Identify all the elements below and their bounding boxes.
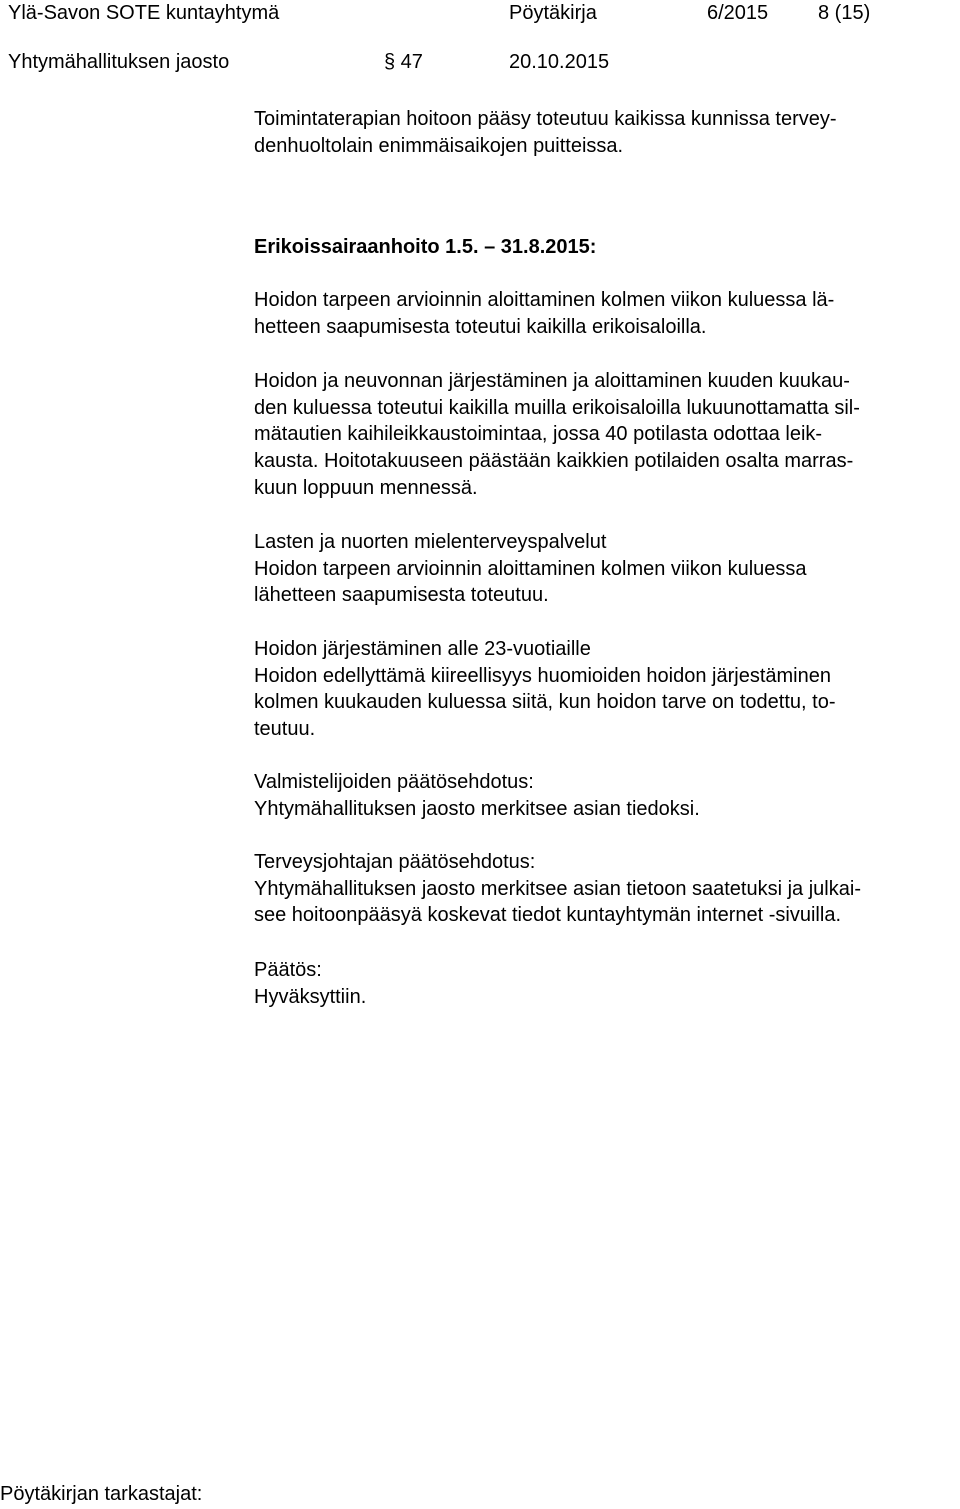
text-line: Hoidon edellyttämä kiireellisyys huomioiden hoidon järjestäminen: [254, 664, 831, 687]
text-line: den kuluessa toteutui kaikilla muilla erikoisaloilla lukuunottamatta sil-: [254, 396, 860, 419]
section-heading: Päätös:: [254, 959, 322, 981]
text-line: Hoidon ja neuvonnan järjestäminen ja aloittaminen kuuden kuukau-: [254, 370, 850, 392]
text-line: denhuoltolain enimmäisaikojen puitteissa.: [254, 134, 624, 157]
decision-section: [254, 957, 954, 1010]
text-line: hetteen saapumisesta toteutui kaikilla erikoisaloilla.: [254, 315, 707, 338]
section-heading: Valmistelijoiden päätösehdotus:: [254, 771, 534, 793]
header-organization: Ylä-Savon SOTE kuntayhtymä: [8, 2, 280, 24]
specialist-paragraph-2: [254, 368, 954, 502]
specialist-care-heading: Erikoissairaanhoito 1.5. – 31.8.2015:: [254, 236, 597, 258]
section-heading: Hoidon järjestäminen alle 23-vuotiaille: [254, 638, 591, 660]
text-line: Yhtymähallituksen jaosto merkitsee asian tietoon saatetuksi ja julkai-: [254, 877, 861, 900]
inspectors-label: Pöytäkirjan tarkastajat:: [0, 1483, 203, 1505]
text-line: Hoidon tarpeen arvioinnin aloittaminen kolmen viikon kuluessa lä-: [254, 289, 835, 311]
under-23-section: [254, 636, 954, 743]
director-proposal-section: [254, 849, 954, 929]
section-heading: Lasten ja nuorten mielenterveyspalvelut: [254, 531, 607, 553]
text-line: Hyväksyttiin.: [254, 985, 367, 1008]
text-line: kausta. Hoitotakuuseen päästään kaikkien potilaiden osalta marras-: [254, 450, 854, 473]
specialist-paragraph-1: [254, 287, 954, 340]
text-line: mätautien kaihileikkaustoimintaa, jossa 40 potilasta odottaa leik-: [254, 423, 823, 446]
text-line: Yhtymähallituksen jaosto merkitsee asian tiedoksi.: [254, 797, 700, 820]
intro-paragraph: [254, 106, 954, 159]
preparer-proposal-section: [254, 769, 954, 822]
text-line: teutuu.: [254, 718, 316, 741]
header-doc-number: 6/2015: [707, 2, 769, 24]
header-document-type: Pöytäkirja: [509, 2, 597, 24]
text-line: lähetteen saapumisesta toteutuu.: [254, 584, 549, 607]
text-line: Hoidon tarpeen arvioinnin aloittaminen kolmen viikon kuluessa: [254, 557, 807, 580]
text-line: kuun loppuun mennessä.: [254, 476, 478, 499]
text-line: Toimintaterapian hoitoon pääsy toteutuu kaikissa kunnissa tervey-: [254, 108, 837, 130]
youth-mental-health-section: [254, 529, 954, 609]
text-line: kolmen kuukauden kuluessa siitä, kun hoidon tarve on todettu, to-: [254, 691, 836, 714]
header-date: 20.10.2015: [509, 51, 610, 73]
header-section: § 47: [384, 51, 423, 73]
header-body: Yhtymähallituksen jaosto: [8, 51, 230, 73]
section-heading: Terveysjohtajan päätösehdotus:: [254, 851, 536, 873]
header-page-number: 8 (15): [818, 2, 871, 24]
text-line: see hoitoonpääsyä koskevat tiedot kuntayhtymän internet -sivuilla.: [254, 904, 842, 927]
